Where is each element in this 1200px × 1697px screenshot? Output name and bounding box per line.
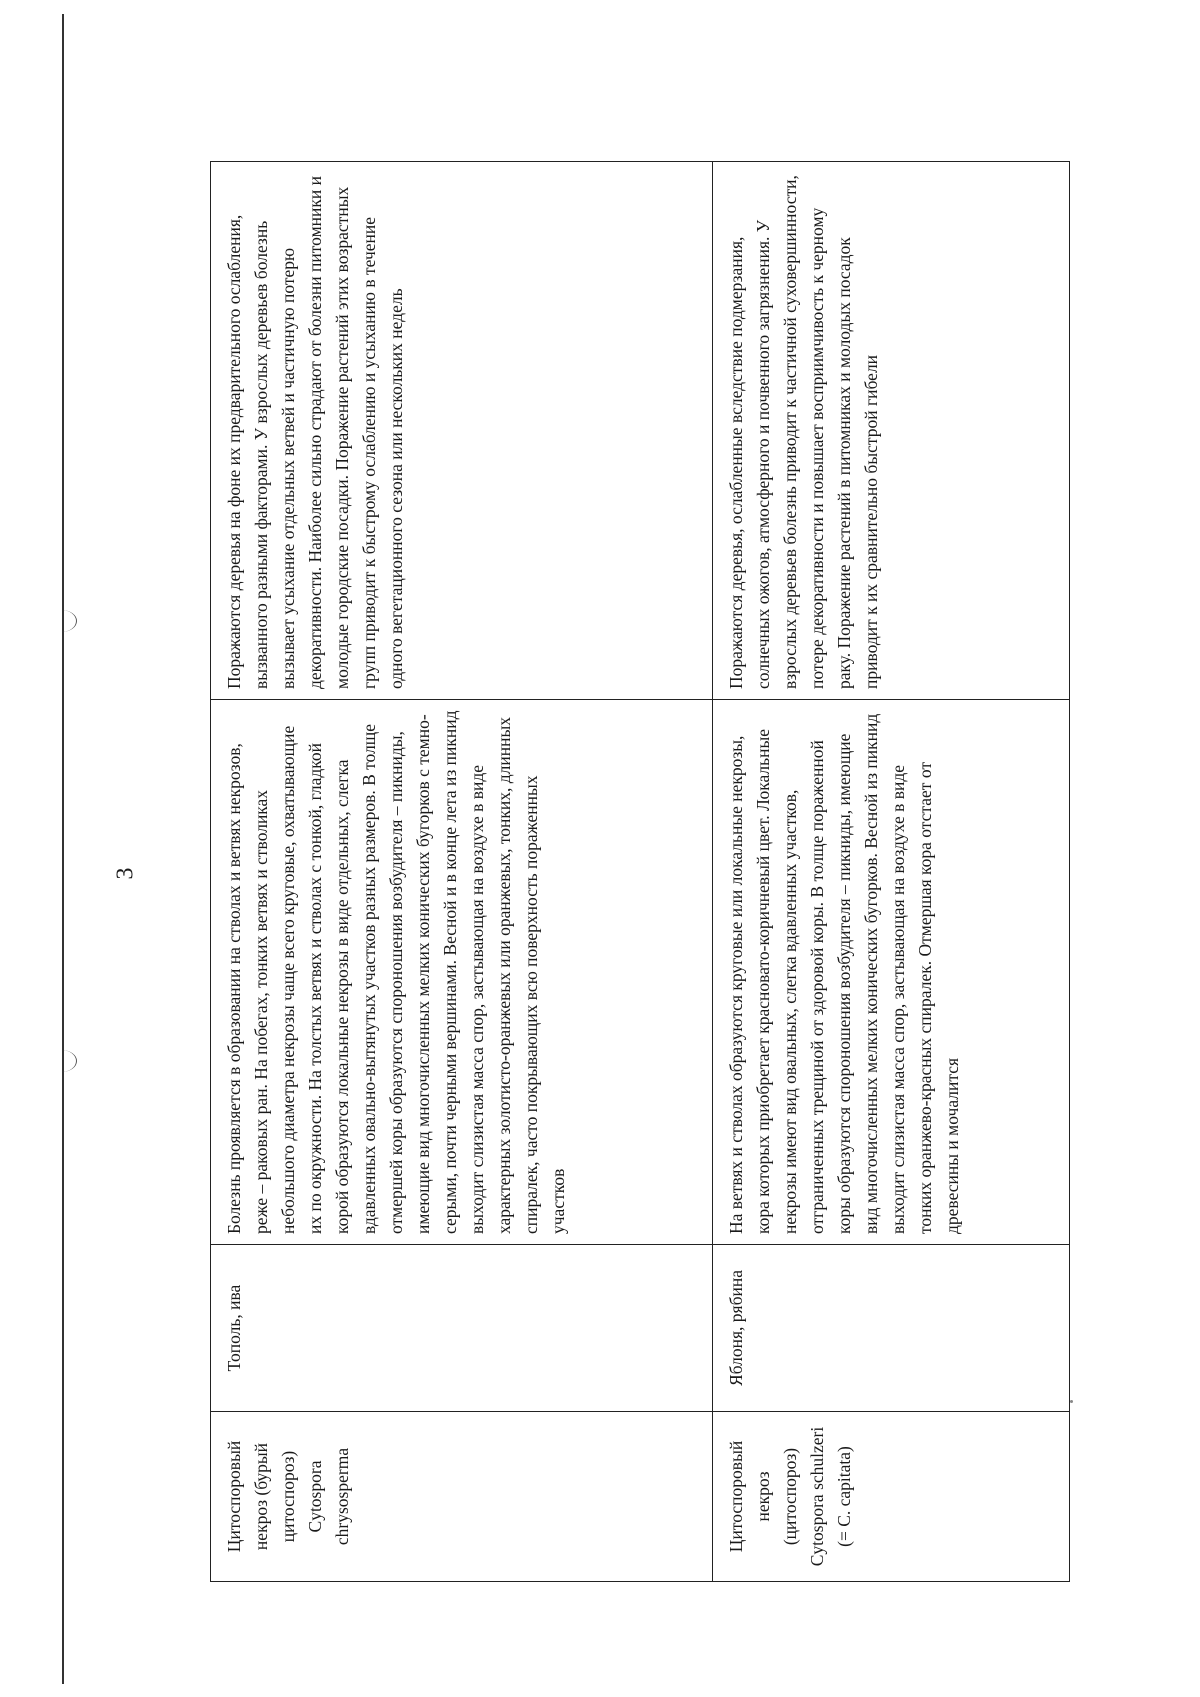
page-number: 3	[112, 867, 139, 880]
binding-line	[62, 14, 64, 1684]
table-row	[713, 162, 1070, 1582]
disease-table	[210, 161, 1070, 1582]
punch-hole-mark	[46, 610, 77, 632]
symptoms-cell: На ветвях и стволах образуются круговые или локальные некрозы, кора которых приобретает красновато-коричневый цвет. Локальные некрозы имеют вид овальных, слегка вдавленных участков, отграниченных трещиной от здоровой коры. В толще пораженной коры образуются спороношения возбудителя – пикниды, имеющие вид многочисленных мелких конических бугорков. Весной из пикнид выходит слизистая масса спор, застывающая на воздухе в виде тонких оранжево-красных спиралек. Отмершая кора отстает от древесины и мочалится	[713, 700, 1070, 1245]
table-row	[211, 162, 713, 1582]
rotated-table-container	[210, 162, 1070, 1582]
disease-name-cell: Цитоспоровый некроз (бурый цитоспороз) Cytospora chrysosperma	[211, 1412, 713, 1582]
disease-name-cell: Цитоспоровый некроз (цитоспороз) Cytospora schulzeri (= C. capitata)	[713, 1412, 1070, 1582]
scan-speck	[1070, 1400, 1073, 1403]
host-plants-cell: Тополь, ива	[211, 1245, 713, 1412]
harm-cell: Поражаются деревья на фоне их предварительного ослабления, вызванного разными факторами. У взрослых деревьев болезнь вызывает усыхание отдельных ветвей и частичную потерю декоративности. Наиболее сильно страдают от болезни питомники и молодые городские посадки. Поражение растений этих возрастных групп приводит к быстрому ослаблению и усыханию в течение одного вегетационного сезона или нескольких недель	[211, 162, 713, 700]
symptoms-cell: Болезнь проявляется в образовании на стволах и ветвях некрозов, реже – раковых ран. На побегах, тонких ветвях и стволиках небольшого диаметра некрозы чаще всего круговые, охватывающие их по окружности. На толстых ветвях и стволах с тонкой, гладкой корой образуются локальные некрозы в виде отдельных, слегка вдавленных овально-вытянутых участков разных размеров. В толще отмершей коры образуются спороношения возбудителя – пикниды, имеющие вид многочисленных мелких конических бугорков с темно-серыми, почти черными вершинами. Весной и в конце лета из пикнид выходит слизистая масса спор, застывающая на воздухе в виде характерных золотисто-оранжевых или оранжевых, тонких, длинных спиралек, часто покрывающих всю поверхность пораженных участков	[211, 700, 713, 1245]
harm-cell: Поражаются деревья, ослабленные вследствие подмерзания, солнечных ожогов, атмосферного и почвенного загрязнения. У взрослых деревьев болезнь приводит к частичной суховершинности, потере декоративности и повышает восприимчивость к черному раку. Поражение растений в питомниках и молодых посадок приводит к их сравнительно быстрой гибели	[713, 162, 1070, 700]
host-plants-cell: Яблоня, рябина	[713, 1245, 1070, 1412]
punch-hole-mark	[46, 1050, 77, 1072]
